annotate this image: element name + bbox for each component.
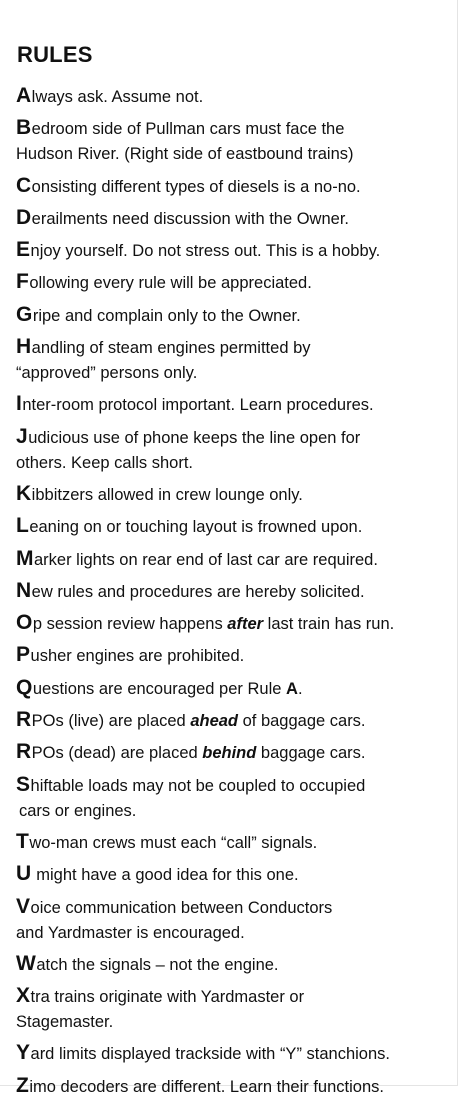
rule-line [16, 951, 456, 978]
rule-item [16, 334, 456, 386]
rule-text: erailments need discussion with the Owner. [31, 209, 349, 228]
rule-line [16, 451, 456, 476]
page-title: RULES [17, 42, 93, 67]
rule-line [16, 173, 456, 200]
rule-item [16, 707, 456, 734]
rule-item [16, 302, 456, 329]
rule-text: Stagemaster. [16, 1013, 114, 1032]
rule-text: andling of steam engines permitted by [31, 339, 311, 358]
rule-text: uestions are encouraged per Rule [32, 679, 287, 698]
rule-item [16, 269, 456, 296]
rule-line [16, 1040, 456, 1067]
rule-line [16, 894, 456, 921]
rule-text: edroom side of Pullman cars must face the [31, 120, 345, 139]
rule-line [16, 481, 456, 508]
rule-text: Hudson River. (Right side of eastbound trains) [16, 145, 354, 164]
rule-item [16, 983, 456, 1035]
rule-initial-letter: M [16, 546, 34, 570]
rule-line [16, 829, 456, 856]
rule-item [16, 610, 456, 637]
rule-text: last train has run. [263, 615, 395, 634]
rule-line [16, 610, 456, 637]
rule-item [16, 829, 456, 856]
rule-line [16, 83, 456, 110]
rule-emphasis: ahead [190, 712, 239, 731]
rule-line [16, 513, 456, 540]
rule-item [16, 205, 456, 232]
rule-item [16, 951, 456, 978]
rule-line [16, 675, 456, 702]
rule-initial-letter: E [16, 238, 31, 262]
rule-text: p session review happens [32, 615, 228, 634]
rule-text: ollowing every rule will be appreciated. [29, 274, 312, 293]
rule-line [16, 269, 456, 296]
rule-item [16, 115, 456, 167]
rule-initial-letter: N [16, 578, 32, 602]
rule-initial-letter: L [16, 514, 29, 538]
rule-text: atch the signals – not the engine. [36, 955, 279, 974]
rule-initial-letter: T [16, 829, 29, 853]
rule-item [16, 578, 456, 605]
rule-text: POs (dead) are placed [31, 744, 203, 763]
rule-text: onsisting different types of diesels is a no-no. [31, 177, 361, 196]
rule-initial-letter: J [16, 424, 28, 448]
rule-item [16, 481, 456, 508]
rule-item [16, 173, 456, 200]
rule-text: oice communication between Conductors [30, 898, 333, 917]
rule-item [16, 391, 456, 418]
rule-text: imo decoders are different. Learn their functions. [29, 1077, 384, 1096]
rule-line [16, 546, 456, 573]
rule-initial-letter: R [16, 708, 32, 732]
rule-text: arker lights on rear end of last car are required. [34, 550, 378, 569]
rule-text: lways ask. Assume not. [31, 88, 204, 106]
rule-text: nter-room protocol important. Learn procedures. [22, 396, 374, 415]
rule-text: usher engines are prohibited. [30, 647, 245, 666]
rule-line [16, 334, 456, 361]
rule-initial-letter: S [16, 772, 31, 796]
rules-list [16, 83, 456, 1105]
rule-item [16, 739, 456, 766]
rule-line [16, 237, 456, 264]
rule-item [16, 424, 456, 476]
rule-initial-letter: A [16, 84, 32, 107]
rule-text: baggage cars. [256, 744, 366, 763]
rule-initial-letter: X [16, 984, 31, 1008]
rule-initial-letter: K [16, 481, 32, 505]
rule-initial-letter: Z [16, 1073, 29, 1097]
rule-line [16, 799, 456, 824]
rule-item [16, 1040, 456, 1067]
rule-text: cars or engines. [19, 801, 137, 820]
rule-line [16, 302, 456, 329]
rule-text: tra trains originate with Yardmaster or [30, 988, 305, 1007]
rule-initial-letter: C [16, 173, 32, 197]
rule-item [16, 237, 456, 264]
rule-text: and Yardmaster is encouraged. [16, 923, 245, 942]
rule-line [16, 983, 456, 1010]
rule-text: of baggage cars. [238, 712, 366, 731]
rule-text: . [297, 679, 303, 698]
rule-initial-letter: R [16, 740, 32, 764]
rule-item [16, 675, 456, 702]
rule-initial-letter: Y [16, 1041, 31, 1065]
rule-line [16, 739, 456, 766]
rule-line [16, 921, 456, 946]
rule-line [16, 578, 456, 605]
rule-initial-letter: I [16, 392, 22, 416]
rule-item [16, 546, 456, 573]
rule-line [16, 707, 456, 734]
rule-emphasis: A [286, 679, 298, 698]
rule-initial-letter: F [16, 270, 29, 294]
rule-text: ew rules and procedures are hereby solicited. [31, 582, 365, 601]
rule-initial-letter: P [16, 643, 31, 667]
rule-line [16, 1010, 456, 1035]
rule-initial-letter: H [16, 335, 32, 359]
rule-text: ibbitzers allowed in crew lounge only. [31, 485, 303, 504]
rule-text: ripe and complain only to the Owner. [32, 306, 301, 325]
rule-initial-letter: W [16, 951, 36, 975]
rule-text: udicious use of phone keeps the line open for [28, 428, 361, 447]
rule-item [16, 861, 456, 888]
rule-initial-letter: U [16, 862, 32, 886]
rule-line [16, 361, 456, 386]
rule-line [16, 142, 456, 167]
rule-initial-letter: O [16, 611, 33, 635]
rule-line [16, 1073, 456, 1100]
rule-emphasis: after [227, 615, 264, 634]
rule-line [16, 642, 456, 669]
rule-line [16, 391, 456, 418]
rule-line [16, 424, 456, 451]
rule-item [16, 83, 456, 110]
rule-text: hiftable loads may not be coupled to occupied [30, 776, 366, 795]
rule-text: “approved” persons only. [16, 364, 198, 383]
rule-text: ard limits displayed trackside with “Y” stanchions. [30, 1045, 390, 1064]
rule-text: POs (live) are placed [31, 712, 191, 731]
rule-item [16, 642, 456, 669]
rule-line [16, 861, 456, 888]
rule-text: others. Keep calls short. [16, 453, 194, 472]
rule-initial-letter: G [16, 302, 33, 326]
rule-text: njoy yourself. Do not stress out. This is a hobby. [30, 242, 381, 261]
rule-initial-letter: D [16, 205, 32, 229]
rule-initial-letter: B [16, 116, 32, 140]
rule-text: eaning on or touching layout is frowned upon. [29, 518, 363, 537]
rule-item [16, 894, 456, 946]
rule-initial-letter: Q [16, 675, 33, 699]
rule-emphasis: behind [202, 744, 257, 763]
rule-text: wo-man crews must each “call” signals. [29, 833, 318, 852]
rule-line [16, 205, 456, 232]
rule-initial-letter: V [16, 894, 31, 918]
rule-item [16, 1073, 456, 1100]
rule-text: might have a good idea for this one. [31, 866, 299, 885]
rule-item [16, 772, 456, 824]
rule-item [16, 513, 456, 540]
rule-line [16, 115, 456, 142]
rule-line [16, 772, 456, 799]
